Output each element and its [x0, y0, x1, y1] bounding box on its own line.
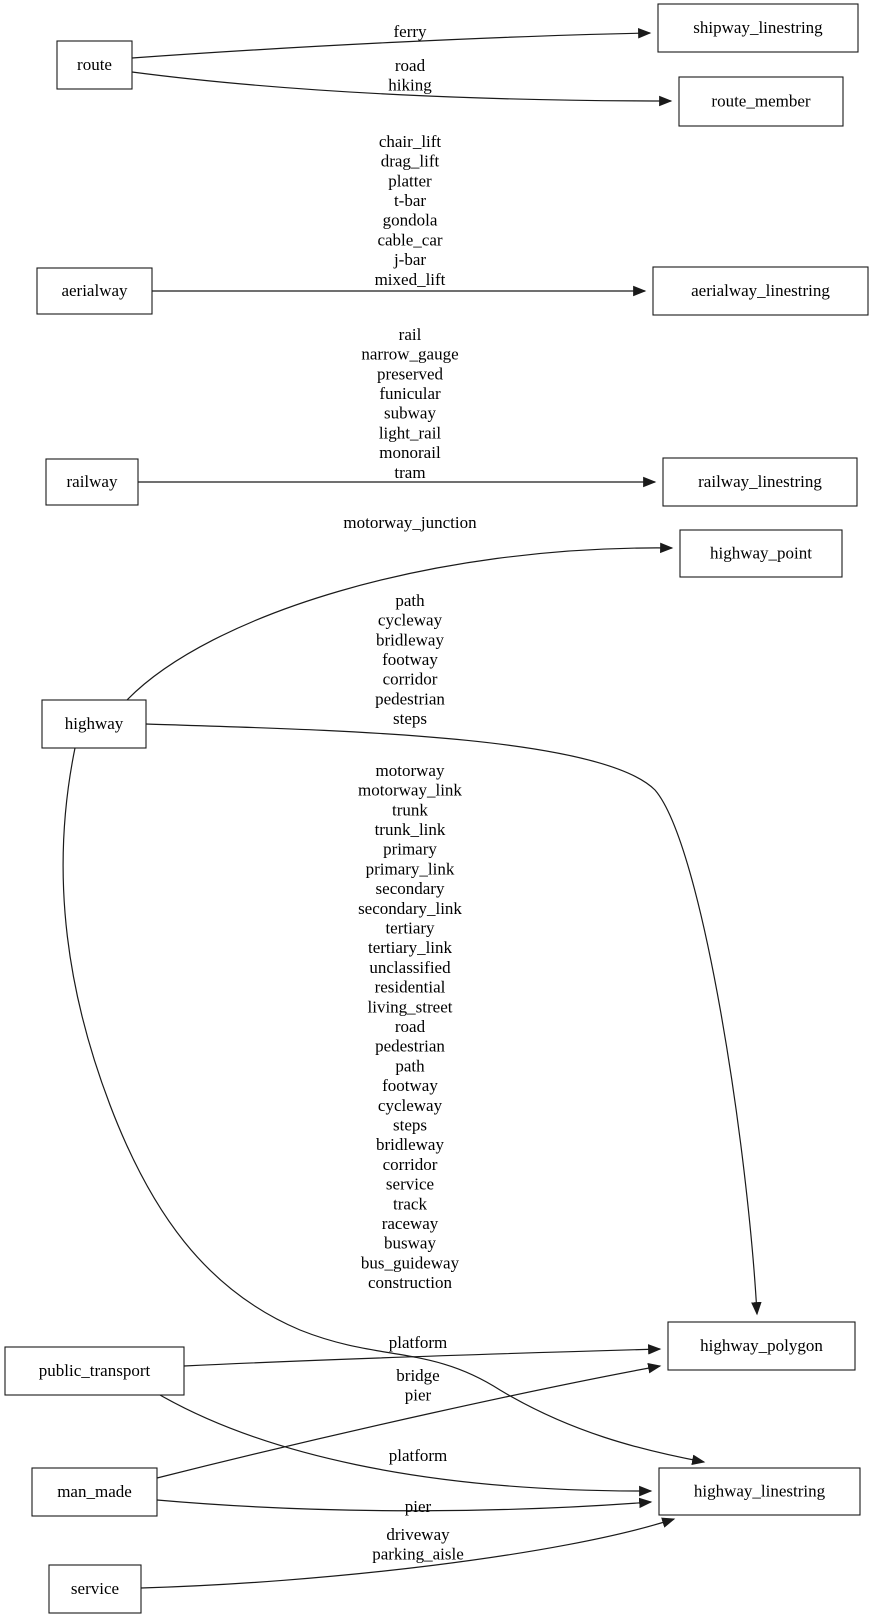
node-highway_point [680, 530, 842, 577]
edge-label: service [385, 1174, 435, 1194]
edge-label: pedestrian [375, 1036, 445, 1056]
node-label-highway: highway [64, 713, 124, 733]
edge-label: bridge [396, 1365, 440, 1385]
edge-label: narrow_gauge [361, 344, 459, 364]
edge-label: unclassified [369, 957, 451, 977]
edge-label: drag_lift [380, 151, 440, 171]
node-label-highway_polygon: highway_polygon [700, 1335, 823, 1355]
edge-public_transport-to-highway_linestring [160, 1395, 651, 1491]
edge-label: cycleway [377, 1095, 443, 1115]
edge-label: primary [383, 839, 437, 859]
edge-label: pier [404, 1496, 432, 1516]
edge-label: trunk [392, 800, 428, 820]
edge-aerialway-to-aerialway_linestring [152, 132, 645, 291]
edge-label: track [393, 1194, 427, 1214]
edge-label: steps [393, 1115, 427, 1135]
edge-route-to-shipway_linestring [132, 22, 650, 58]
edge-label: gondola [382, 210, 438, 230]
node-label-shipway_linestring: shipway_linestring [693, 17, 823, 37]
edge-public_transport-to-highway_polygon [184, 1333, 660, 1366]
edge-label: pier [404, 1385, 432, 1405]
edge-route-to-route_member [132, 56, 671, 101]
edge-label: subway [384, 403, 436, 423]
edge-label: rail [398, 324, 422, 344]
edge-label: hiking [388, 75, 432, 95]
edge-label: tertiary [385, 918, 435, 938]
edge-label: busway [384, 1233, 436, 1253]
edge-label: bridleway [376, 630, 444, 650]
node-label-highway_linestring: highway_linestring [693, 1481, 826, 1501]
edge-label: trunk_link [374, 820, 446, 840]
edge-label: road [394, 1017, 426, 1037]
edge-label: motorway_junction [343, 512, 477, 532]
node-man_made [32, 1468, 157, 1516]
node-label-aerialway_linestring: aerialway_linestring [691, 280, 830, 300]
edge-label: corridor [382, 669, 438, 689]
edge-label: corridor [382, 1154, 438, 1174]
edge-label: motorway [375, 760, 445, 780]
edge-label: chair_lift [378, 131, 442, 151]
node-aerialway [37, 268, 152, 314]
node-label-aerialway: aerialway [61, 280, 128, 300]
edge-label: construction [367, 1273, 453, 1293]
edge-label: motorway_link [358, 780, 462, 800]
edge-label: driveway [386, 1524, 450, 1544]
edge-label: secondary_link [358, 898, 462, 918]
node-label-route_member: route_member [711, 91, 811, 111]
node-highway_linestring [659, 1468, 860, 1515]
edge-label: tram [394, 462, 426, 482]
edge-service-to-highway_linestring [141, 1519, 674, 1588]
edge-label: preserved [376, 364, 444, 384]
edge-label: mixed_lift [374, 269, 446, 289]
node-shipway_linestring [658, 4, 858, 52]
edge-label: footway [382, 1076, 438, 1096]
edge-label: pedestrian [375, 689, 445, 709]
edge-label: light_rail [378, 423, 442, 443]
edge-label: j-bar [393, 250, 427, 270]
edge-label: funicular [379, 384, 441, 404]
edge-label: secondary [375, 879, 445, 899]
edge-label: footway [382, 650, 438, 670]
edge-label: bridleway [376, 1135, 444, 1155]
edge-label: tertiary_link [367, 938, 453, 958]
node-service [49, 1565, 141, 1613]
node-label-railway: railway [66, 471, 118, 491]
edge-label: parking_aisle [372, 1544, 464, 1564]
edge-label: steps [393, 709, 427, 729]
edge-label: residential [374, 977, 446, 997]
edge-label: platter [388, 171, 432, 191]
edge-label: cable_car [377, 230, 443, 250]
edge-label: platform [388, 1445, 448, 1465]
node-label-service: service [70, 1578, 120, 1598]
edge-label: path [395, 1056, 425, 1076]
edge-label: ferry [393, 21, 427, 41]
edge-label: raceway [381, 1214, 439, 1234]
node-railway_linestring [663, 458, 857, 506]
node-route_member [679, 77, 843, 126]
edge-label: living_street [367, 997, 453, 1017]
node-aerialway_linestring [653, 267, 868, 315]
node-railway [46, 459, 138, 505]
edge-man_made-to-highway_linestring [157, 1497, 651, 1516]
node-label-highway_point: highway_point [710, 543, 812, 563]
node-label-route: route [77, 54, 112, 74]
edge-label: cycleway [377, 610, 443, 630]
edge-line-public_transport-to-highway_linestring [160, 1395, 651, 1491]
edge-label: monorail [379, 443, 441, 463]
edge-label: path [395, 590, 425, 610]
edge-label: road [394, 55, 426, 75]
node-label-public_transport: public_transport [38, 1360, 151, 1380]
node-label-man_made: man_made [57, 1481, 132, 1501]
node-public_transport [5, 1347, 184, 1395]
edge-line-highway-to-highway_polygon [146, 724, 757, 1314]
node-highway [42, 700, 146, 748]
edge-label: t-bar [393, 191, 427, 211]
node-route [57, 41, 132, 89]
edge-label: platform [388, 1332, 448, 1352]
edge-label: primary_link [365, 859, 455, 879]
edge-line-route-to-shipway_linestring [132, 33, 650, 58]
node-label-railway_linestring: railway_linestring [698, 471, 822, 491]
edge-label: bus_guideway [360, 1253, 460, 1273]
node-highway_polygon [668, 1322, 855, 1370]
edge-railway-to-railway_linestring [138, 325, 655, 482]
